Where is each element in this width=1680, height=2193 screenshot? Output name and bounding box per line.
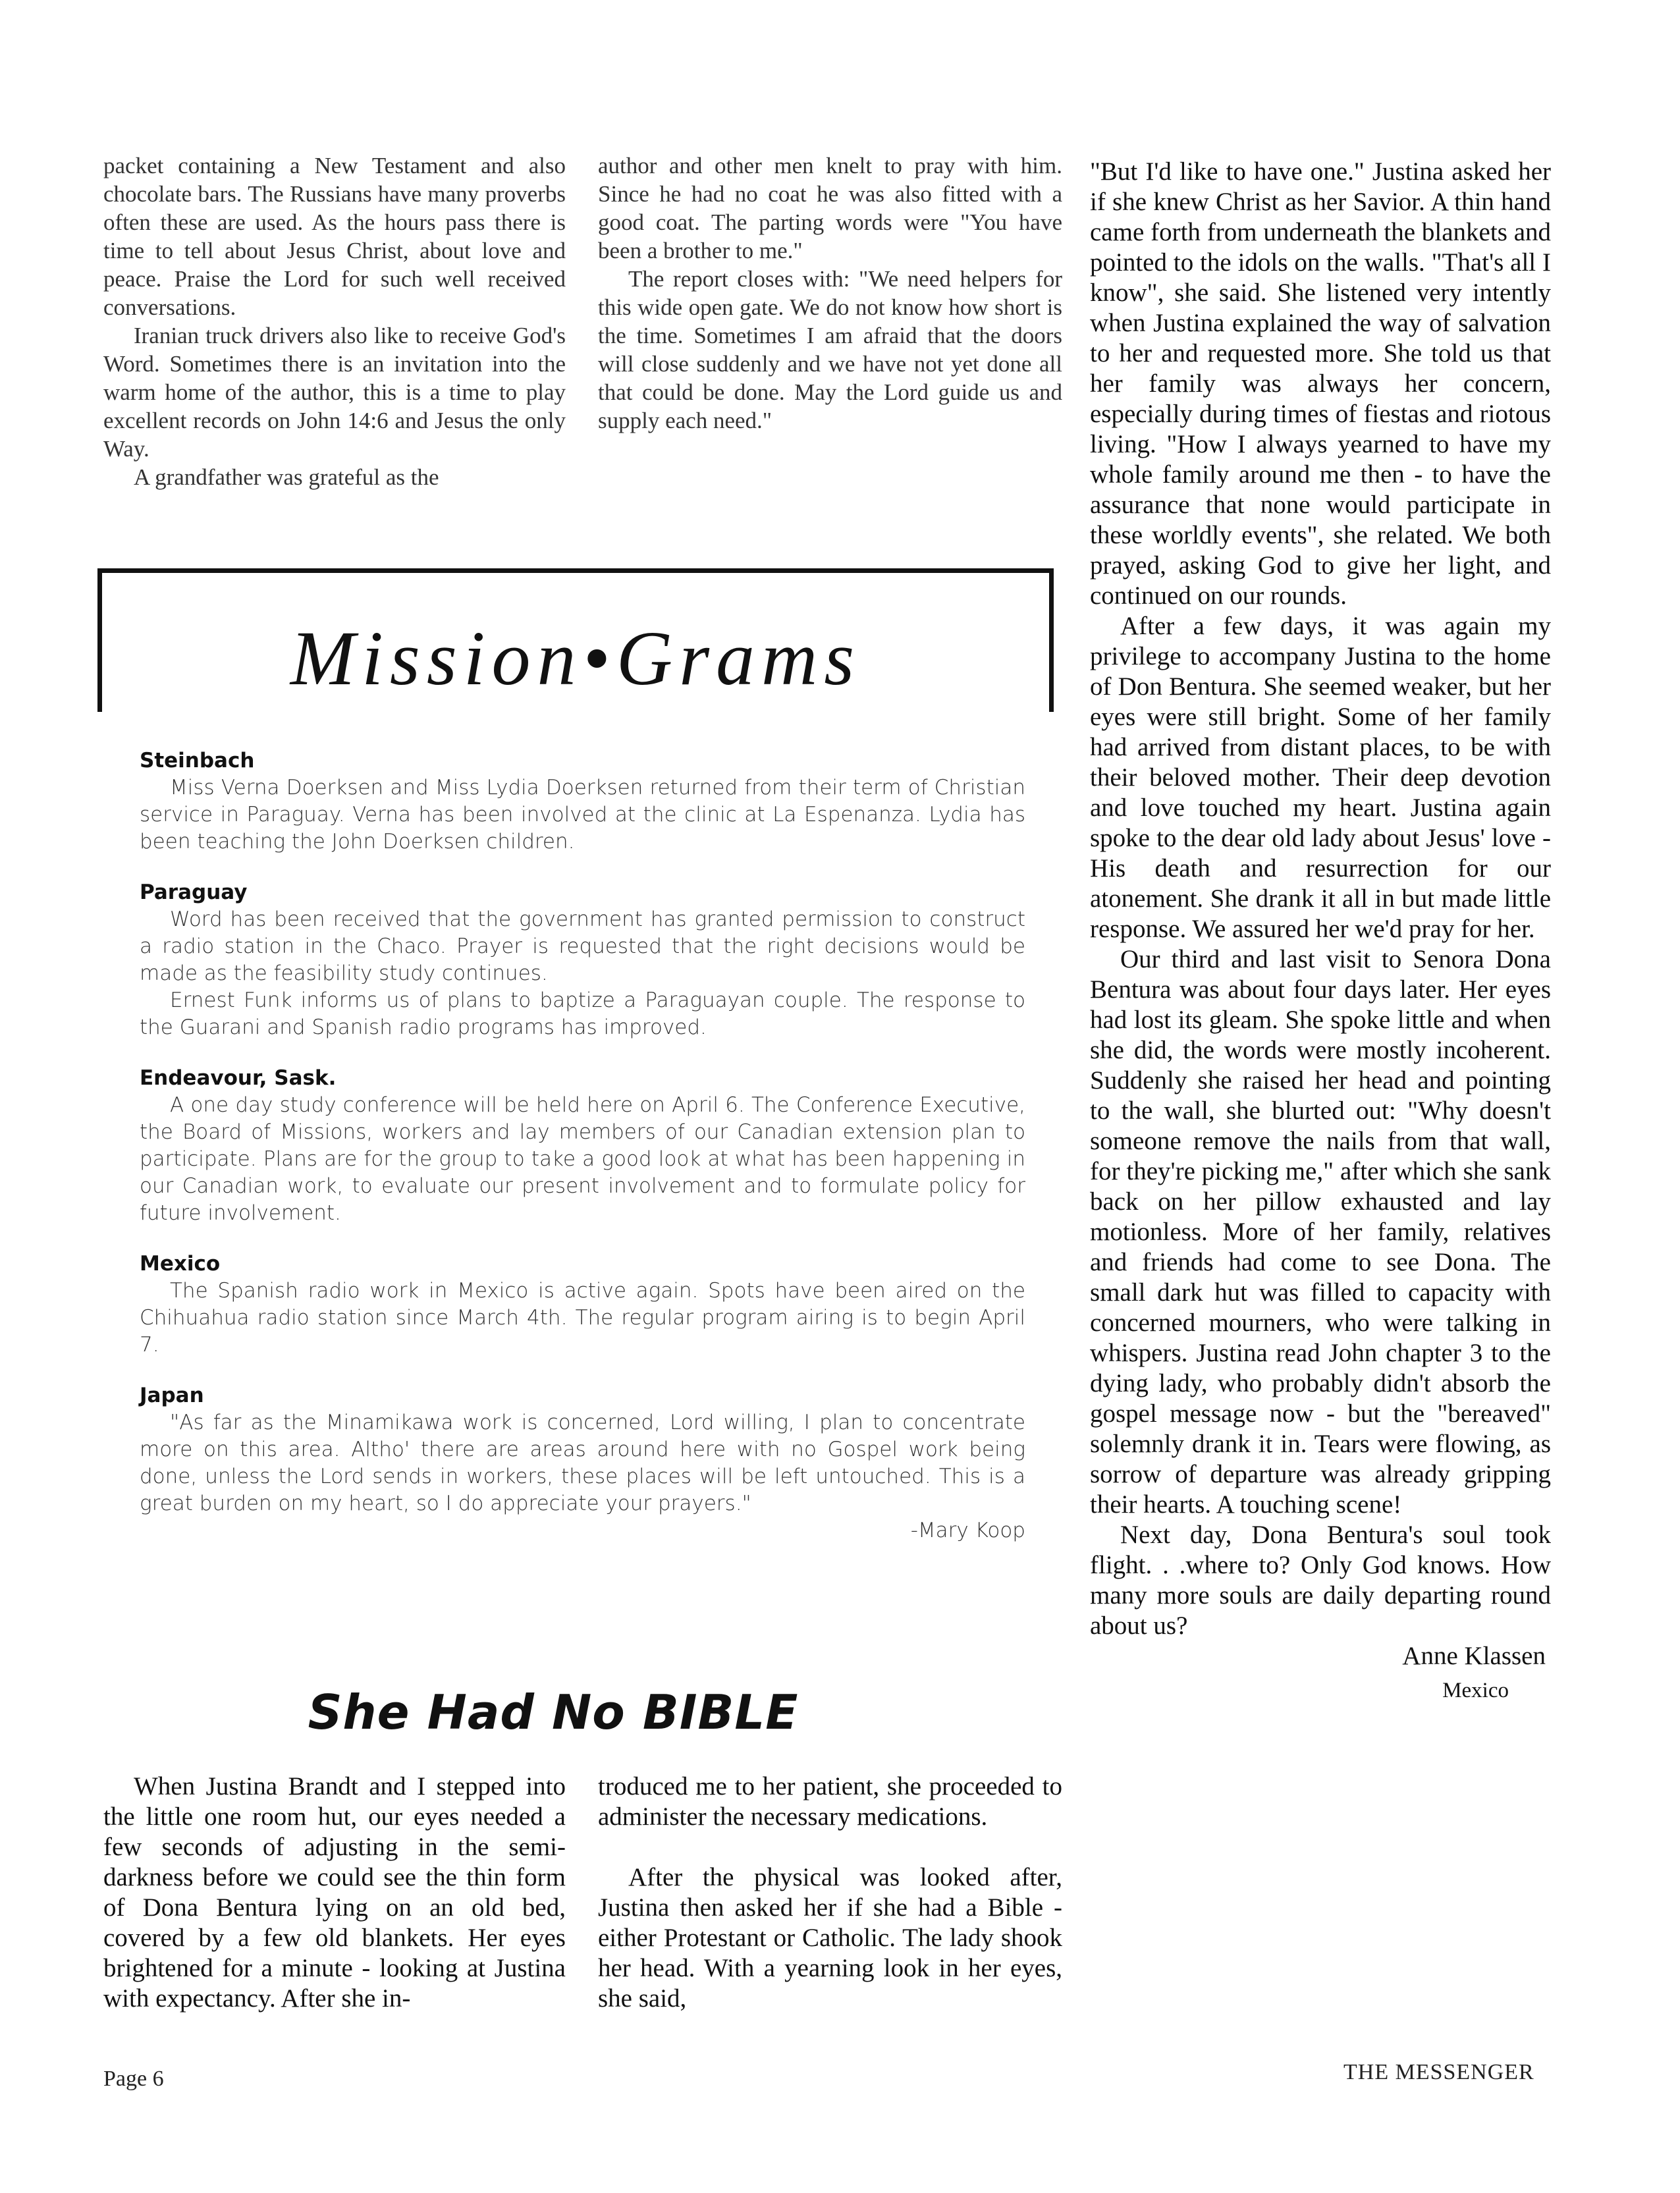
mission-gram-text: Word has been received that the government has granted permission to construct a radio station in the Chaco. Prayer is requested that the right decisions would be made as the feasibility study continues.: [140, 907, 1025, 985]
mission-grams-box-right-border: [1049, 568, 1054, 712]
article-column-2: [598, 1772, 1062, 2014]
paragraph: After a few days, it was again my privilege to accompany Justina to the home of Don Bentura. She seemed weaker, but her eyes were still bright. Some of her family had arrived from distant places, to be with their beloved mother. Their deep devotion and love touched my heart. Justina again spoke to the dear old lady about Jesus' love - His death and resurrection for our atonement. She drank it all in but made little response. We assured her we'd pray for her.: [1090, 612, 1551, 943]
mission-gram-text: A one day study conference will be held here on April 6. The Conference Executive, the Board of Missions, workers and lay members of our Canadian extension plan to participate. Plans are for the group to take a good look at what has been happening in our Canadian work, to evaluate our present involvement and to formulate policy for future involvement.: [140, 1093, 1025, 1225]
mission-grams-title: Mission•Grams: [290, 615, 861, 701]
paragraph: Iranian truck drivers also like to receive God's Word. Sometimes there is an invitation into the warm home of the author, this is a time to play excellent records on John 14:6 and Jesus the only Way.: [103, 323, 566, 462]
author-name: Anne Klassen: [1402, 1642, 1546, 1670]
paragraph: After the physical was looked after, Justina then asked her if she had a Bible - either Protestant or Catholic. The lady shook her head. With a yearning look in her eyes, she said,: [598, 1863, 1062, 2013]
paragraph: author and other men knelt to pray with him. Since he had no coat he was also fitted with a good coat. The parting words were "You have been a brother to me.": [598, 153, 1062, 263]
paragraph: Next day, Dona Bentura's soul took flight. . .where to? Only God knows. How many more souls are daily departing round about us?: [1090, 1521, 1551, 1640]
mission-gram-heading: Japan: [140, 1384, 204, 1407]
mission-gram-item: [140, 879, 1025, 1041]
mission-grams-list: [140, 747, 1025, 1568]
article-column-3: [1090, 157, 1551, 1706]
paragraph: packet containing a New Testament and also chocolate bars. The Russians have many proverbs often these are used. As the hours pass there is time to tell about Jesus Christ, about love and peace. Praise the Lord for such well received conversations.: [103, 153, 566, 320]
magazine-name: THE MESSENGER: [1343, 2060, 1534, 2084]
mission-gram-item: [140, 1251, 1025, 1359]
mission-grams-box-top-border: [97, 568, 1054, 573]
paragraph: The report closes with: "We need helpers for this wide open gate. We do not know how short is the time. Sometimes I am afraid that the doors will close suddenly and we have not yet done all that could be done. May the Lord guide us and supply each need.": [598, 266, 1062, 433]
mission-gram-heading: Paraguay: [140, 880, 248, 904]
paragraph: When Justina Brandt and I stepped into the little one room hut, our eyes needed a few seconds of adjusting in the semi-darkness before we could see the thin form of Dona Bentura lying on an old bed, covered by a few old blankets. Her eyes brightened for a minute - looking at Justina with expectancy. After she in-: [103, 1772, 566, 2013]
author-location: Mexico: [1442, 1679, 1509, 1702]
mission-grams-box-left-border: [97, 568, 102, 712]
paragraph: Our third and last visit to Senora Dona Bentura was about four days later. Her eyes had lost its gleam. She spoke little and when she did, the words were mostly incoherent. Suddenly she raised her head and pointing to the wall, she blurted out: "Why doesn't someone remove the nails from that wall, for they're picking me," after which she sank back on her pillow exhausted and lay motionless. More of her family, relatives and friends had come to see Dona. The small dark hut was filled to capacity with concerned mourners, who were talking in whispers. Justina read John chapter 3 to the dying lady, who probably didn't absorb the gospel message now - but the "bereaved" solemnly drank it in. Tears were flowing, as sorrow of departure was already gripping their hearts. A touching scene!: [1090, 945, 1551, 1519]
mission-gram-heading: Endeavour, Sask.: [140, 1066, 337, 1090]
mission-gram-text: "As far as the Minamikawa work is concerned, Lord willing, I plan to concentrate more on this area. Altho' there are areas around here with no Gospel work being done, unless the Lord sends in workers, these places will be left untouched. This is a great burden on my heart, so I do appreciate your prayers.": [140, 1411, 1025, 1515]
mission-gram-text: The Spanish radio work in Mexico is active again. Spots have been aired on the Chihuahua radio station since March 4th. The regular program airing is to begin April 7.: [140, 1279, 1025, 1357]
mission-gram-text: Miss Verna Doerksen and Miss Lydia Doerksen returned from their term of Christian service in Paraguay. Verna has been involved at the clinic at La Espenanza. Lydia has been teaching the John Doerksen children.: [140, 776, 1025, 853]
article-title: She Had No BIBLE: [308, 1685, 799, 1740]
mission-gram-item: [140, 1382, 1025, 1544]
paragraph: troduced me to her patient, she proceeded to administer the necessary medications.: [598, 1772, 1062, 1831]
mission-gram-item: [140, 1065, 1025, 1227]
continued-article-column-2: [598, 151, 1062, 435]
mission-gram-item: [140, 747, 1025, 855]
mission-gram-signature: -Mary Koop: [910, 1519, 1025, 1542]
mission-gram-heading: Steinbach: [140, 749, 255, 772]
article-column-1: [103, 1772, 566, 2014]
mission-gram-text: Ernest Funk informs us of plans to baptize a Paraguayan couple. The response to the Guarani and Spanish radio programs has improved.: [140, 988, 1025, 1039]
continued-article-column-1: [103, 151, 566, 491]
page-number: Page 6: [103, 2067, 164, 2091]
paragraph: A grandfather was grateful as the: [134, 464, 439, 490]
mission-gram-heading: Mexico: [140, 1252, 221, 1276]
paragraph: "But I'd like to have one." Justina asked her if she knew Christ as her Savior. A thin hand came forth from underneath the blankets and pointed to the idols on the walls. "That's all I know", she said. She listened very intently when Justina explained the way of salvation to her and requested more. She told us that her family was always her concern, especially during times of fiestas and riotous living. "How I always yearned to have my whole family around me then - to have the assurance that none would participate in these worldly events", she related. We both prayed, asking God to give her light, and continued on our rounds.: [1090, 157, 1551, 610]
